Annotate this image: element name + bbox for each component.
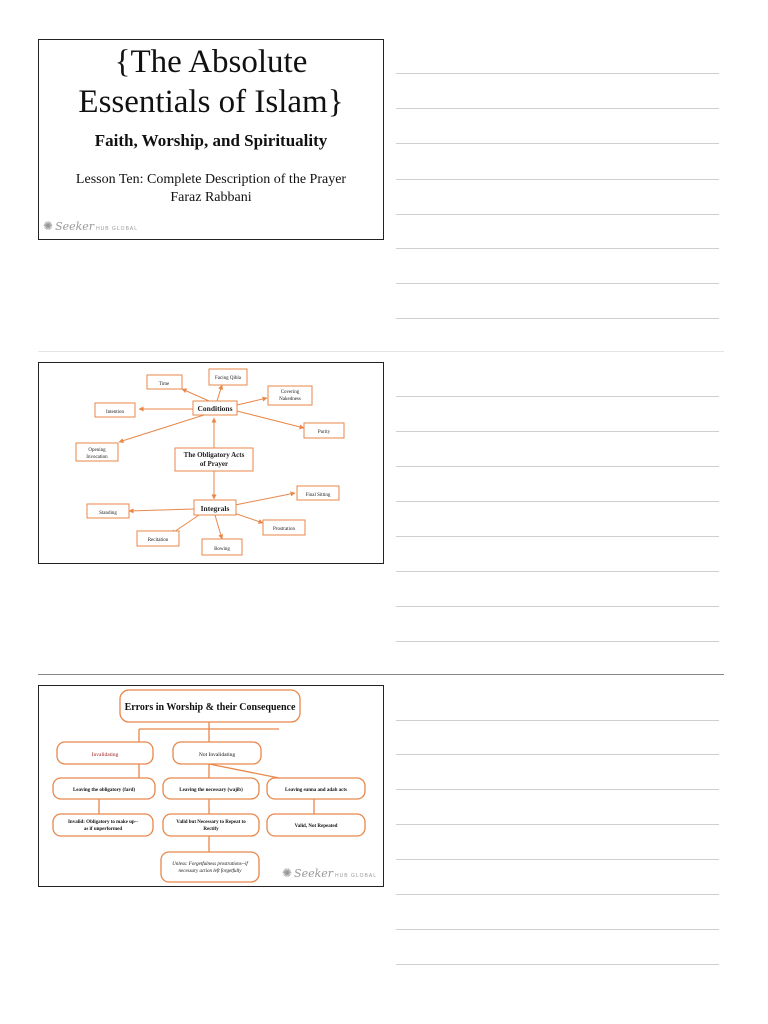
note-line2: necessary action left forgetfully: [178, 869, 242, 874]
node-facing-qibla: Facing Qibla: [215, 376, 241, 381]
node-leaving-sunna: Leaving sunna and adab acts: [285, 788, 347, 793]
star-icon: ✺: [43, 219, 54, 233]
node-valid-repeat-line2: Rectify: [203, 827, 219, 832]
node-opening-line2: Invocation: [86, 455, 108, 460]
flowchart-title: Errors in Worship & their Consequence: [124, 702, 296, 713]
node-leaving-fard: Leaving the obligatory (fard): [72, 788, 136, 793]
center-node-line2: of Prayer: [199, 460, 229, 468]
title-line-2: Essentials of Islam}: [78, 84, 344, 120]
slide-obligatory-acts-diagram: [38, 362, 384, 564]
star-icon: ✺: [281, 866, 293, 880]
node-integrals: Integrals: [200, 504, 230, 513]
slide-title: [38, 39, 384, 240]
node-opening-line1: Opening: [88, 448, 106, 453]
lesson-title: Lesson Ten: Complete Description of the Prayer: [75, 172, 347, 187]
note-line1: Unless: Forgetfulness prostrations--if: [172, 862, 248, 867]
node-covering-line2: Nakedness: [279, 397, 301, 402]
node-invalid-result-line2: as if unperformed: [83, 827, 123, 832]
node-invalid-result-line1: Invalid: Obligatory to make up--: [67, 820, 139, 825]
obligatory-acts-diagram: [39, 363, 383, 563]
node-intention: Intention: [105, 410, 125, 415]
node-final-sitting: Final Sitting: [305, 493, 331, 498]
node-bowing: Bowing: [214, 547, 230, 552]
node-valid-repeat-line1: Valid but Necessary to Repeat to: [176, 820, 246, 825]
node-covering-line1: Covering: [280, 390, 300, 395]
node-valid-not-repeated: Valid, Not Repeated: [294, 824, 338, 829]
title-line-1: {The Absolute: [114, 44, 308, 80]
node-invalidating: Invalidating: [91, 752, 119, 758]
node-time: Time: [158, 382, 170, 387]
errors-flowchart: [39, 686, 383, 886]
slide-errors-flowchart: [38, 685, 384, 887]
seekershub-logo: ✺ Seeker HUB GLOBAL: [281, 866, 377, 880]
node-recitation: Recitation: [147, 538, 169, 543]
author-name: Faraz Rabbani: [170, 190, 252, 205]
slide-title-heading: [39, 42, 383, 122]
section-divider-1: [38, 351, 724, 352]
lesson-info: [39, 171, 383, 207]
node-conditions: Conditions: [197, 404, 233, 413]
node-standing: Standing: [99, 511, 117, 516]
node-prostration: Prostration: [273, 527, 295, 532]
node-not-invalidating: Not Invalidating: [198, 752, 236, 758]
node-leaving-wajib: Leaving the necessary (wajib): [179, 788, 243, 793]
node-purity: Purity: [317, 430, 331, 435]
section-divider-2: [38, 674, 724, 675]
seekershub-logo: ✺ Seeker HUB GLOBAL: [43, 219, 139, 233]
slide-subtitle: Faith, Worship, and Spirituality: [94, 131, 328, 150]
center-node-line1: The Obligatory Acts: [183, 451, 245, 459]
